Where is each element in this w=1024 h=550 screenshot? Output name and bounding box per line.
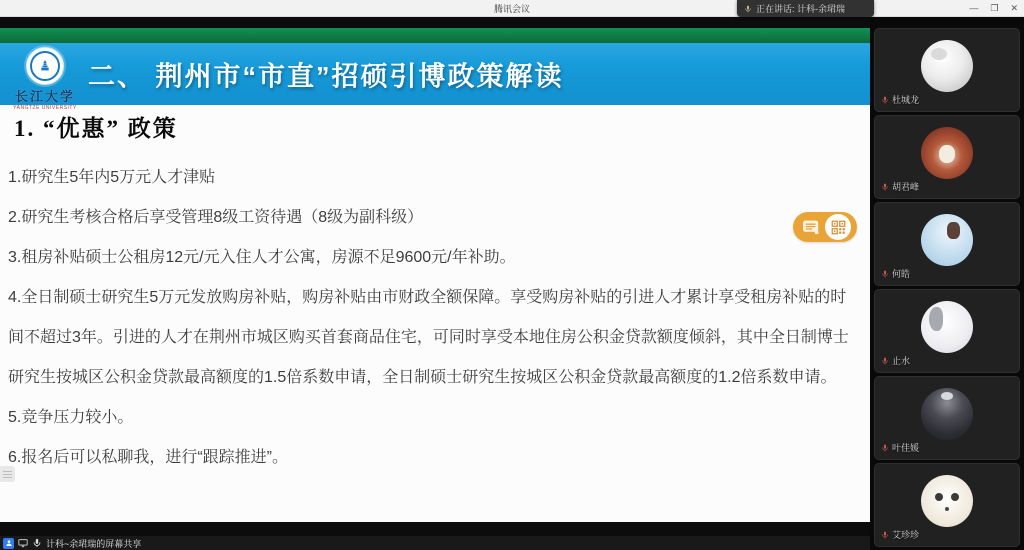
close-icon[interactable]: ✕	[1010, 3, 1018, 13]
participant-name: 杜城龙	[892, 95, 920, 105]
mic-status-icon	[881, 96, 889, 104]
participant-avatar	[921, 475, 973, 527]
section-heading: 1. “优惠” 政策	[14, 116, 178, 141]
annotation-menu-icon[interactable]	[0, 466, 15, 482]
share-qr-badge[interactable]	[793, 212, 857, 242]
university-logo	[10, 47, 80, 111]
speaking-indicator-text: 正在讲话: 计科-余珺瑞	[756, 4, 845, 14]
university-name-en: YANGTZE UNIVERSITY	[13, 105, 77, 111]
participant-avatar	[921, 388, 973, 440]
mic-status-icon	[881, 183, 889, 191]
slide-title-banner	[0, 43, 870, 111]
mic-icon	[32, 538, 42, 548]
window-controls	[969, 0, 1018, 17]
participant-tile[interactable]	[874, 115, 1020, 199]
policy-item: 4.全日制硕士研究生5万元发放购房补贴，购房补贴由市财政全额保障。享受购房补贴的引进人才累计享受租房补贴的时间不超过3年。引进的人才在荆州市城区购买首套商品住宅，可同时享受本地住房公积金贷款额度倾斜，其中全日制博士研究生按城区公积金贷款最高额度的1.5倍系数申请，全日制硕士研究生按城区公积金贷款最高额度的1.2倍系数申请。	[8, 289, 849, 386]
university-emblem-icon	[26, 47, 64, 85]
maximize-icon[interactable]: ❐	[990, 3, 999, 13]
participant-tile[interactable]	[874, 289, 1020, 373]
chat-document-icon	[801, 219, 821, 235]
policy-item: 5.竞争压力较小。	[8, 409, 134, 426]
mic-status-icon	[881, 531, 889, 539]
mic-status-icon	[881, 270, 889, 278]
screen-share-icon	[18, 538, 28, 548]
participant-avatar	[921, 301, 973, 353]
policy-item: 1.研究生5年内5万元人才津贴	[8, 169, 216, 186]
minimize-icon[interactable]: —	[969, 3, 979, 13]
window-title: 腾讯会议	[493, 4, 530, 14]
participant-tile[interactable]	[874, 28, 1020, 112]
university-name-cn: 长江大学	[14, 89, 75, 104]
participant-avatar	[921, 127, 973, 179]
participant-name: 艾珍珍	[892, 530, 920, 540]
share-status-text: 计科~余珺瑞的屏幕共享	[46, 538, 142, 549]
share-status-bar	[0, 536, 870, 550]
slide-title: 二、 荆州市“市直”招硕引博政策解读	[88, 61, 564, 92]
participant-tile[interactable]	[874, 202, 1020, 286]
presentation-slide	[0, 28, 870, 522]
slide-top-strip	[0, 28, 870, 43]
participant-name: 何皓	[892, 269, 911, 279]
participant-name: 止水	[892, 356, 911, 366]
participant-name: 胡君峰	[892, 182, 920, 192]
policy-item: 6.报名后可以私聊我，进行“跟踪推进”。	[8, 449, 289, 466]
shared-screen-area	[0, 17, 870, 550]
participant-avatar	[921, 214, 973, 266]
policy-item: 2.研究生考核合格后享受管理8级工资待遇（8级为副科级）	[8, 209, 424, 226]
policy-item: 3.租房补贴硕士公租房12元/元入住人才公寓，房源不足9600元/年补助。	[8, 249, 516, 266]
participants-icon[interactable]	[3, 538, 14, 549]
participant-tile[interactable]	[874, 376, 1020, 460]
mic-status-icon	[881, 444, 889, 452]
participant-avatar	[921, 40, 973, 92]
participant-name: 叶佳媛	[892, 443, 920, 453]
participants-sidebar	[870, 17, 1024, 550]
speaking-indicator-toast	[737, 0, 874, 17]
mic-icon	[744, 5, 752, 13]
participant-tile[interactable]	[874, 463, 1020, 547]
slide-body	[8, 158, 856, 478]
qr-code-icon	[825, 214, 851, 240]
mic-status-icon	[881, 357, 889, 365]
